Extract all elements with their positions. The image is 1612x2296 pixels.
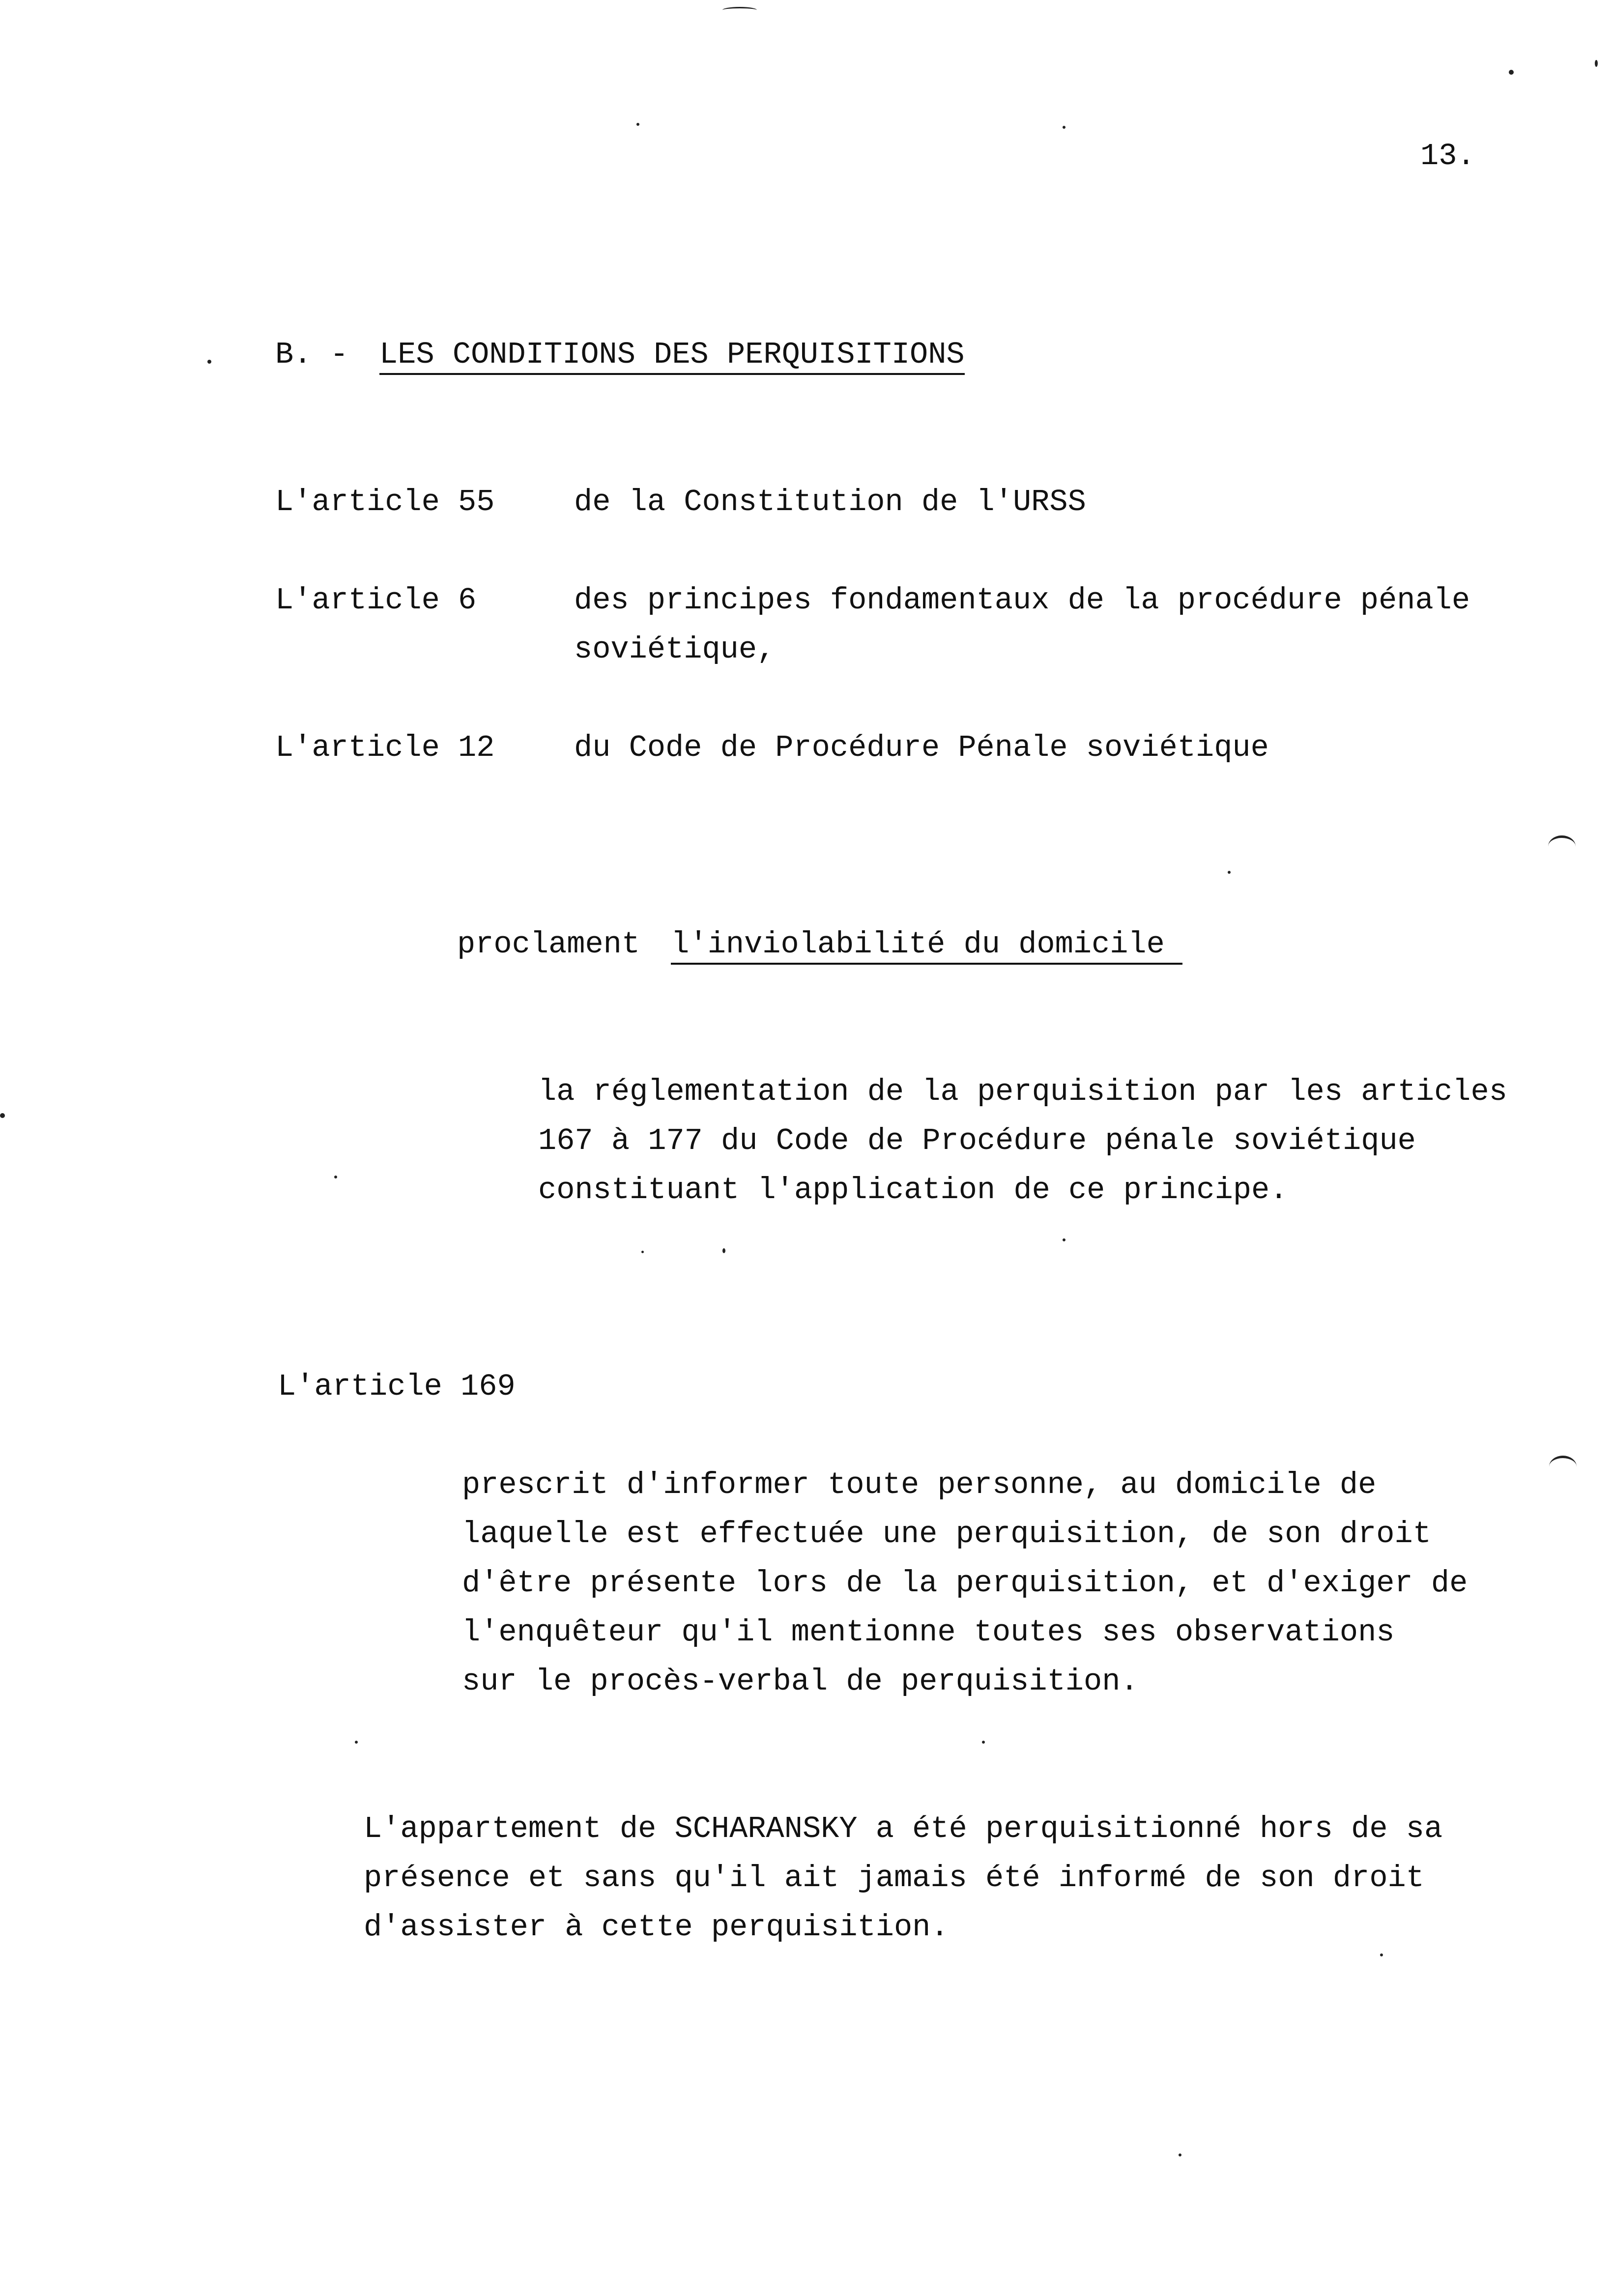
- regulation-line: constituant l'application de ce principe.: [538, 1173, 1288, 1207]
- conclusion-line: L'appartement de SCHARANSKY a été perquisitionné hors de sa: [364, 1811, 1443, 1846]
- regulation-line: la réglementation de la perquisition par les articles: [538, 1074, 1507, 1109]
- article-text: de la Constitution de l'URSS: [574, 485, 1086, 519]
- article-text: des principes fondamentaux de la procédure pénale: [574, 583, 1470, 618]
- scan-speck: [641, 1251, 644, 1253]
- scan-speck: [334, 1176, 337, 1178]
- article-169-line: sur le procès-verbal de perquisition.: [462, 1664, 1139, 1699]
- page-number: 13.: [1420, 139, 1475, 173]
- proclamation: [457, 920, 1182, 969]
- article-label: L'article 6: [275, 583, 477, 618]
- article-text: soviétique,: [574, 632, 776, 667]
- scan-mark: [1548, 835, 1576, 858]
- scan-speck: [207, 360, 211, 364]
- article-label: L'article 55: [275, 485, 495, 519]
- article-text: du Code de Procédure Pénale soviétique: [574, 730, 1269, 765]
- proclamation-principle: l'inviolabilité du domicile: [671, 927, 1182, 965]
- scan-speck: [0, 1113, 5, 1118]
- section-title: LES CONDITIONS DES PERQUISITIONS: [379, 337, 965, 375]
- scan-speck: [1228, 871, 1231, 874]
- section-prefix: B. -: [275, 337, 348, 372]
- scan-speck: [722, 1248, 725, 1253]
- article-169-label: L'article 169: [278, 1369, 516, 1404]
- article-169-line: prescrit d'informer toute personne, au domicile de: [462, 1467, 1377, 1502]
- scan-mark: [1549, 1456, 1577, 1478]
- article-169-line: l'enquêteur qu'il mentionne toutes ses observations: [462, 1615, 1395, 1650]
- section-heading: [275, 330, 965, 379]
- scan-speck: [1063, 1238, 1065, 1241]
- article-169-line: d'être présente lors de la perquisition, et d'exiger de: [462, 1566, 1468, 1601]
- scan-speck: [1179, 2153, 1181, 2156]
- conclusion-line: d'assister à cette perquisition.: [364, 1910, 949, 1945]
- scan-speck: [1063, 126, 1065, 129]
- proclamation-verb: proclament: [457, 927, 640, 962]
- scan-mark: [722, 7, 757, 13]
- article-label: L'article 12: [275, 730, 495, 765]
- scan-speck: [1509, 70, 1514, 75]
- conclusion-line: présence et sans qu'il ait jamais été informé de son droit: [364, 1861, 1424, 1895]
- scan-speck: [1380, 1953, 1383, 1956]
- scan-speck: [355, 1741, 358, 1744]
- regulation-line: 167 à 177 du Code de Procédure pénale soviétique: [538, 1123, 1416, 1158]
- scan-speck: [982, 1741, 985, 1744]
- scan-speck: [636, 123, 639, 126]
- scan-speck: [1595, 60, 1598, 67]
- article-169-line: laquelle est effectuée une perquisition, de son droit: [462, 1517, 1431, 1551]
